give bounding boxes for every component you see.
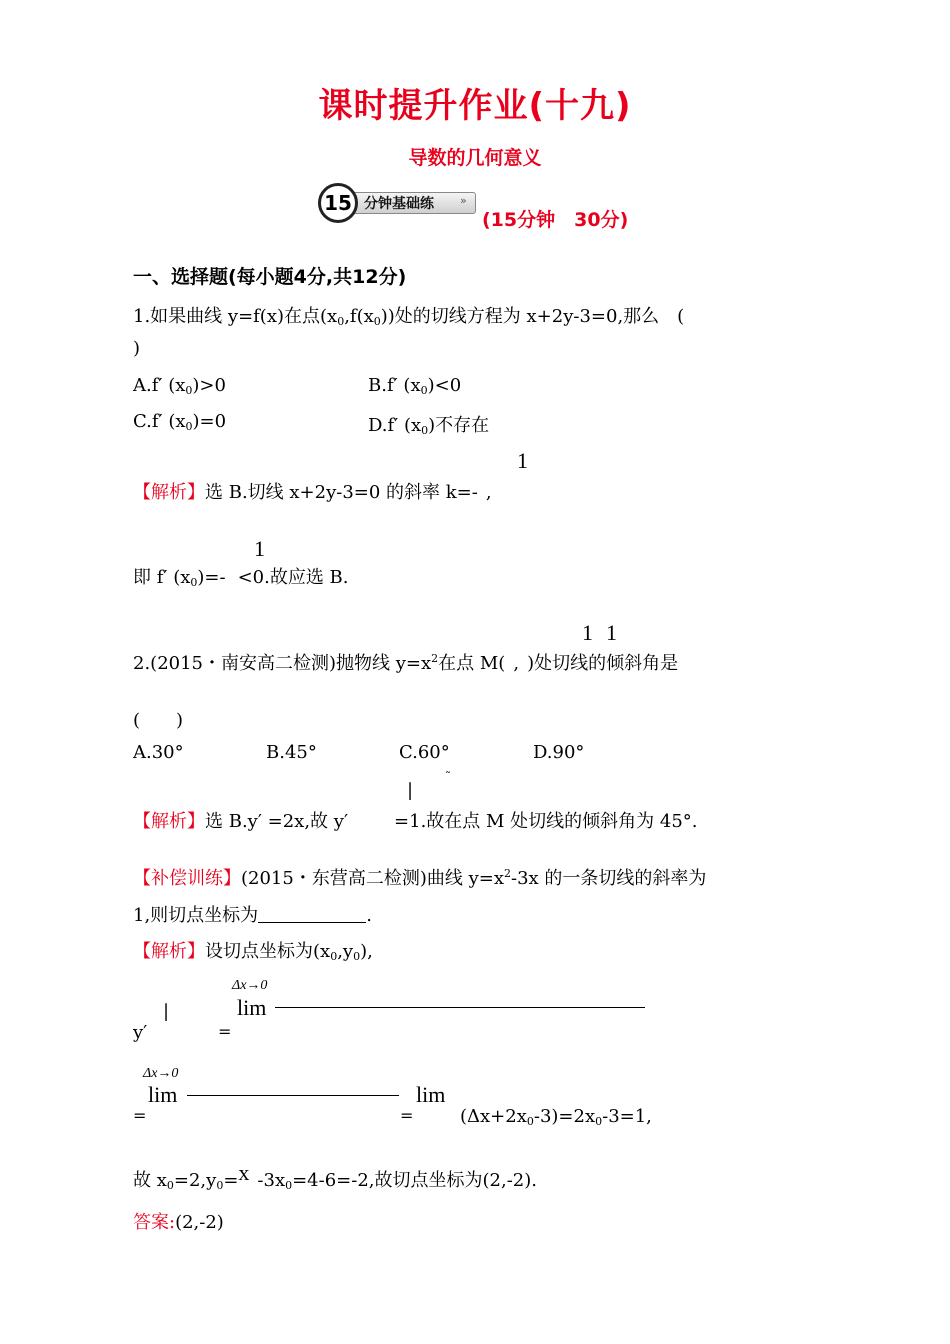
formula-sub: 0 bbox=[526, 1115, 534, 1128]
badge-label: 分钟基础练 bbox=[364, 196, 434, 212]
q1-stem-close: ) bbox=[133, 338, 141, 359]
option-text: B.f′ (x bbox=[368, 375, 421, 396]
bonus-text: -3x 的一条切线的斜率为 bbox=[510, 868, 707, 889]
option-sub: 0 bbox=[185, 384, 193, 397]
q1-option-d bbox=[368, 411, 489, 437]
option-text: )>0 bbox=[192, 375, 226, 396]
answer-label: 答案: bbox=[133, 1212, 176, 1233]
q2-analysis bbox=[133, 807, 698, 833]
option-text: D.f′ (x bbox=[368, 415, 422, 436]
analysis-tag: 【解析】 bbox=[133, 482, 205, 503]
section-badge bbox=[312, 183, 480, 219]
q2-paren: ( ) bbox=[133, 710, 184, 731]
q1-analysis bbox=[133, 478, 492, 504]
bonus-sup: 2 bbox=[503, 867, 511, 880]
option-text: )不存在 bbox=[428, 415, 490, 436]
analysis-text: 选 B.y′ =2x,故 y′ bbox=[205, 811, 349, 832]
q1-option-b bbox=[368, 375, 461, 397]
q2-stem-part: , bbox=[513, 653, 520, 674]
analysis-tag: 【解析】 bbox=[133, 811, 205, 832]
badge-number: 15 bbox=[318, 183, 358, 223]
bonus-analysis bbox=[133, 937, 373, 963]
q2-option-b: B.45° bbox=[266, 742, 317, 763]
answer-value: (2,-2) bbox=[175, 1212, 224, 1233]
option-text: )<0 bbox=[427, 375, 462, 396]
eval-bar: | bbox=[163, 1001, 170, 1022]
conclusion-sub: 0 bbox=[216, 1179, 224, 1192]
q2-fraction-a-numerator: 1 bbox=[582, 620, 593, 645]
bonus-text: . bbox=[366, 905, 372, 926]
analysis-text: 即 f′ (x bbox=[133, 567, 191, 588]
equals-sign: = bbox=[218, 1022, 232, 1041]
q2-stem-part: 2.(2015・南安高二检测)抛物线 y=x bbox=[133, 653, 432, 674]
formula-sub: 0 bbox=[595, 1115, 603, 1128]
formula-text: (Δx+2x bbox=[460, 1106, 527, 1127]
option-text: )=0 bbox=[192, 411, 227, 432]
q2-option-d: D.90° bbox=[533, 742, 585, 763]
q2-fraction-b-numerator: 1 bbox=[606, 620, 617, 645]
analysis-sub: 0 bbox=[330, 950, 338, 963]
page-title: 课时提升作业(十九) bbox=[318, 86, 632, 126]
bonus-tag: 【补偿训练】 bbox=[133, 868, 241, 889]
q1-fraction-numerator: 1 bbox=[517, 448, 528, 473]
conclusion-text: -3x bbox=[257, 1170, 286, 1191]
conclusion-sub: 0 bbox=[166, 1179, 174, 1192]
limit-operator-1: lim bbox=[237, 995, 267, 1020]
option-sub: 0 bbox=[421, 424, 429, 437]
q1-analysis-line2 bbox=[133, 563, 349, 589]
limit-operator-2: lim bbox=[148, 1082, 178, 1107]
bonus-text: 1,则切点坐标为 bbox=[133, 905, 259, 926]
analysis-text: <0.故应选 B. bbox=[237, 567, 349, 588]
analysis-text: 选 B.切线 x+2y-3=0 的斜率 k=- bbox=[205, 482, 478, 503]
q1-stem-part: ))处的切线方程为 x+2y-3=0,那么 ( bbox=[380, 306, 685, 327]
q2-eval-mark: ˜ bbox=[445, 770, 451, 784]
analysis-sub: 0 bbox=[190, 576, 198, 589]
conclusion-text: =4-6=-2,故切点坐标为(2,-2). bbox=[292, 1170, 537, 1191]
equals-sign: = bbox=[133, 1106, 147, 1125]
q1-stem-part: ,f(x bbox=[344, 306, 374, 327]
q2-stem bbox=[133, 649, 678, 675]
analysis-text: )=- bbox=[197, 567, 226, 588]
conclusion-text: = bbox=[223, 1170, 239, 1191]
q2-sup: 2 bbox=[431, 652, 439, 665]
equals-sign: = bbox=[400, 1106, 414, 1125]
q1-option-c bbox=[133, 411, 226, 433]
q2-eval-bar: | bbox=[407, 780, 414, 801]
answer bbox=[133, 1208, 224, 1234]
limit-result bbox=[460, 1106, 652, 1128]
conclusion-text: 故 x bbox=[133, 1170, 167, 1191]
q2-option-a: A.30° bbox=[133, 742, 184, 763]
option-sub: 0 bbox=[185, 420, 193, 433]
formula-text: -3=1, bbox=[602, 1106, 652, 1127]
conclusion bbox=[133, 1160, 537, 1192]
limit-subscript-2: Δx→0 bbox=[143, 1066, 179, 1081]
formula-text: -3)=2x bbox=[533, 1106, 596, 1127]
conclusion-text: =2,y bbox=[173, 1170, 217, 1191]
analysis-sub: 0 bbox=[353, 950, 361, 963]
analysis-text: 设切点坐标为(x bbox=[205, 941, 331, 962]
q1-sub: 0 bbox=[337, 315, 345, 328]
q1-stem bbox=[133, 302, 684, 328]
page-subtitle: 导数的几何意义 bbox=[408, 147, 542, 169]
q1-sub: 0 bbox=[373, 315, 381, 328]
option-text: C.f′ (x bbox=[133, 411, 186, 432]
bonus-text: (2015・东营高二检测)曲线 y=x bbox=[241, 868, 504, 889]
analysis-text: ,y bbox=[337, 941, 354, 962]
q1-stem-part: 1.如果曲线 y=f(x)在点(x bbox=[133, 306, 338, 327]
conclusion-sub: 0 bbox=[285, 1179, 293, 1192]
section-heading: 一、选择题(每小题4分,共12分) bbox=[133, 266, 407, 288]
timing-info: (15分钟 30分) bbox=[482, 209, 629, 231]
chevron-right-icon: » bbox=[460, 194, 467, 207]
q1-fraction2-numerator: 1 bbox=[254, 536, 265, 561]
bonus-stem-line2 bbox=[133, 901, 372, 927]
fraction-bar-2 bbox=[187, 1095, 399, 1096]
option-sub: 0 bbox=[420, 384, 428, 397]
analysis-tag: 【解析】 bbox=[133, 941, 205, 962]
q2-option-c: C.60° bbox=[399, 742, 450, 763]
q2-stem-part: )处切线的倾斜角是 bbox=[527, 653, 679, 674]
analysis-text: , bbox=[485, 482, 492, 503]
q1-option-a bbox=[133, 375, 226, 397]
limit-operator-3: lim bbox=[416, 1082, 446, 1107]
answer-blank bbox=[258, 906, 366, 923]
analysis-text: ), bbox=[360, 941, 373, 962]
y-prime: y′ bbox=[133, 1022, 148, 1043]
option-text: A.f′ (x bbox=[133, 375, 186, 396]
limit-subscript-1: Δx→0 bbox=[232, 978, 268, 993]
analysis-text: =1.故在点 M 处切线的倾斜角为 45°. bbox=[394, 811, 698, 832]
fraction-bar-1 bbox=[275, 1007, 645, 1008]
q2-stem-part: 在点 M( bbox=[438, 653, 506, 674]
bonus-stem bbox=[133, 864, 706, 890]
conclusion-x: x bbox=[238, 1160, 250, 1185]
